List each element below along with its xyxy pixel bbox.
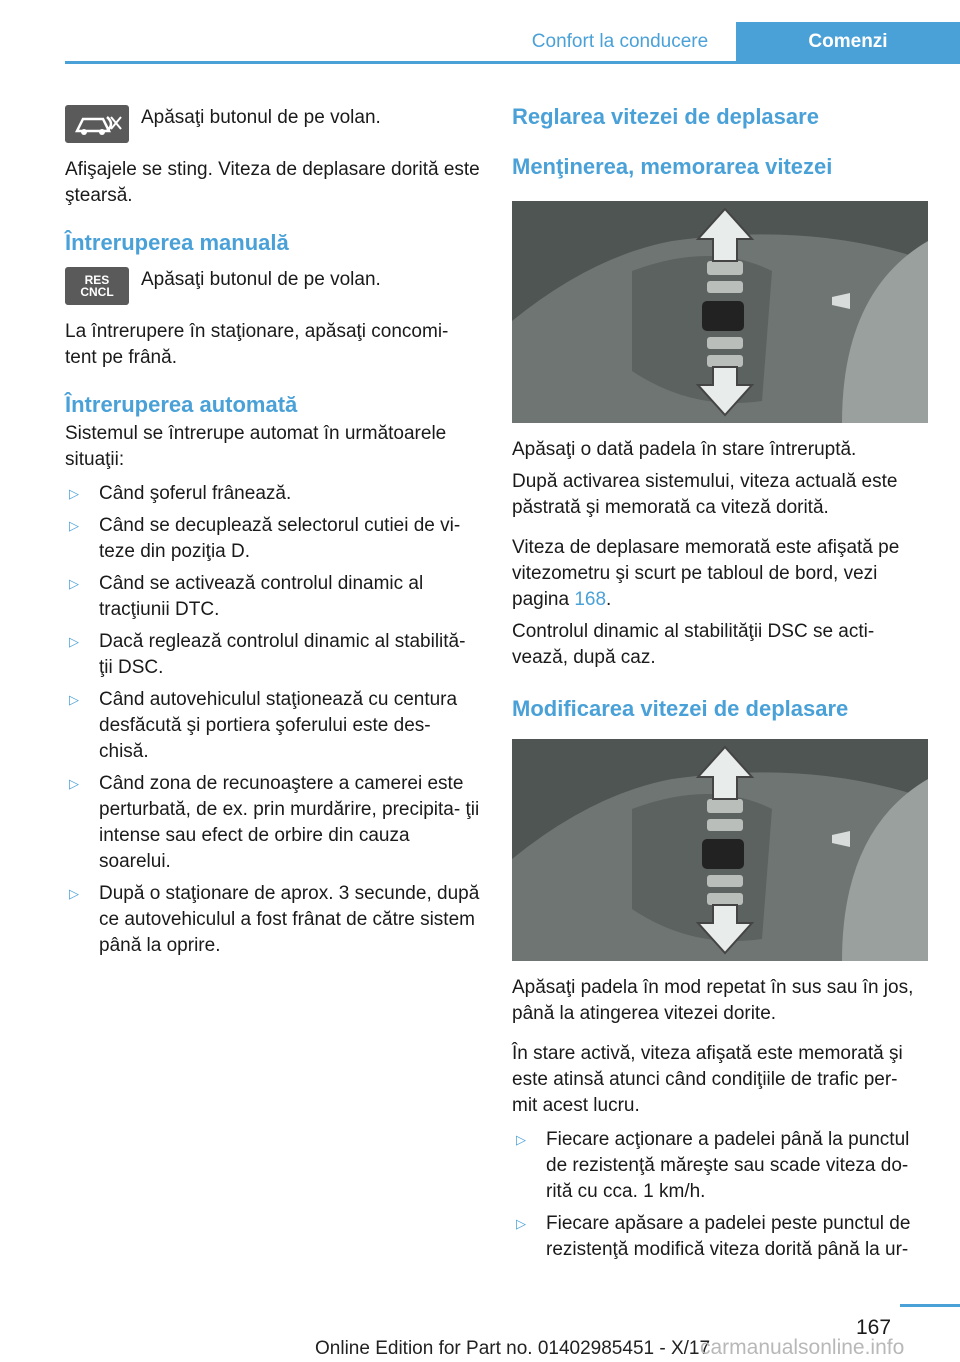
triangle-right-icon: ▷ <box>516 1132 526 1147</box>
triangle-right-icon: ▷ <box>69 634 79 649</box>
page-link[interactable]: 168 <box>574 589 607 610</box>
res-button-line <box>65 267 480 305</box>
paragraph-display-off: Afişajele se sting. Viteza de deplasare dorită este ştearsă. <box>65 159 480 206</box>
triangle-right-icon: ▷ <box>69 776 79 791</box>
list-item: ▷ Fiecare apăsare a padelei peste punctul de rezistenţă modifică viteza dorită până la ur‐ <box>512 1211 928 1263</box>
list-item: ▷ Când se decuplează selectorul cutiei de vi‐ teze din poziţia D. <box>65 513 480 565</box>
res-label: RES <box>84 273 110 287</box>
paragraph-memorized: Viteza de deplasare memorată este afişată pe vitezometru şi scurt pe tabloul de bord, vezi pagina 168. <box>512 537 900 610</box>
chapter-tab: Comenzi <box>736 22 960 62</box>
cncl-label: CNCL <box>80 285 114 299</box>
list-item: ▷ Când se activează controlul dinamic al tracţiunii DTC. <box>65 571 480 623</box>
list-item: ▷ Fiecare acţionare a padelei până la punctul de rezistenţă măreşte sau scade viteza do‐ rită cu cca. 1 km/h. <box>512 1127 928 1205</box>
list-item: ▷ Când autovehiculul staţionează cu centura desfăcută şi portiera şoferului este des‐ chisă. <box>65 687 480 765</box>
heading-main: Reglarea vitezei de deplasare <box>512 104 819 129</box>
paragraph-brake: La întrerupere în staţionare, apăsaţi concomi‐ tent pe frână. <box>65 321 449 368</box>
paragraph-situations: Sistemul se întrerupe automat în următoarele situaţii: <box>65 423 447 470</box>
steering-wheel-image <box>512 201 928 423</box>
heading-manual: Întreruperea manuală <box>65 230 289 255</box>
left-column <box>65 95 480 965</box>
list-item: ▷ După o staţionare de aprox. 3 secunde, după ce autovehiculul a fost frânat de către sistem până la oprire. <box>65 881 480 959</box>
list-item: ▷ Când şoferul frânează. <box>65 481 480 507</box>
section-tab: Confort la conducere <box>504 22 736 62</box>
triangle-right-icon: ▷ <box>69 518 79 533</box>
list-item: ▷ Când zona de recunoaştere a camerei este perturbată, de ex. prin murdărire, precipita‐ ţii intense sau efect de orbire din cauza soarelui. <box>65 771 480 875</box>
triangle-right-icon: ▷ <box>69 692 79 707</box>
paragraph-active-state: În stare activă, viteza afişată este memorată şi este atinsă atunci când condiţiile de trafic per‐ mit acest lucru. <box>512 1043 903 1116</box>
triangle-right-icon: ▷ <box>516 1216 526 1231</box>
triangle-right-icon: ▷ <box>69 576 79 591</box>
watermark: carmanualsonline.info <box>700 1336 905 1359</box>
header-rule <box>65 61 960 64</box>
cruise-button-line <box>65 105 480 143</box>
triangle-right-icon: ▷ <box>69 886 79 901</box>
page-number: 167 <box>856 1316 892 1339</box>
triangle-right-icon: ▷ <box>69 486 79 501</box>
edition-line: Online Edition for Part no. 01402985451 - X/17 <box>315 1338 711 1359</box>
footer-rule <box>900 1304 960 1307</box>
heading-modify: Modificarea vitezei de deplasare <box>512 696 849 721</box>
instruction-press-2: Apăsaţi butonul de pe volan. <box>141 269 381 290</box>
instruction-press: Apăsaţi butonul de pe volan. <box>141 107 381 128</box>
paddle-list <box>512 1127 928 1263</box>
paragraph-repeat: Apăsaţi padela în mod repetat în sus sau în jos, până la atingerea vitezei dorite. <box>512 977 914 1024</box>
heading-auto: Întreruperea automată <box>65 392 298 417</box>
paragraph-activation: După activarea sistemului, viteza actuală este păstrată şi memorată ca viteză dorită. <box>512 471 898 518</box>
paragraph-dsc: Controlul dinamic al stabilităţii DSC se acti‐ vează, după caz. <box>512 621 875 668</box>
right-column <box>512 95 928 1269</box>
res-cncl-icon <box>65 267 129 305</box>
cruise-control-icon <box>65 105 129 143</box>
paragraph-press-paddle: Apăsaţi o dată padela în stare întreruptă. <box>512 439 857 460</box>
list-item: ▷ Dacă reglează controlul dinamic al stabilită‐ ţii DSC. <box>65 629 480 681</box>
situations-list <box>65 481 480 959</box>
heading-maintain: Menţinerea, memorarea vitezei <box>512 154 833 179</box>
header-tabs <box>504 22 960 62</box>
steering-wheel-image-2 <box>512 739 928 961</box>
